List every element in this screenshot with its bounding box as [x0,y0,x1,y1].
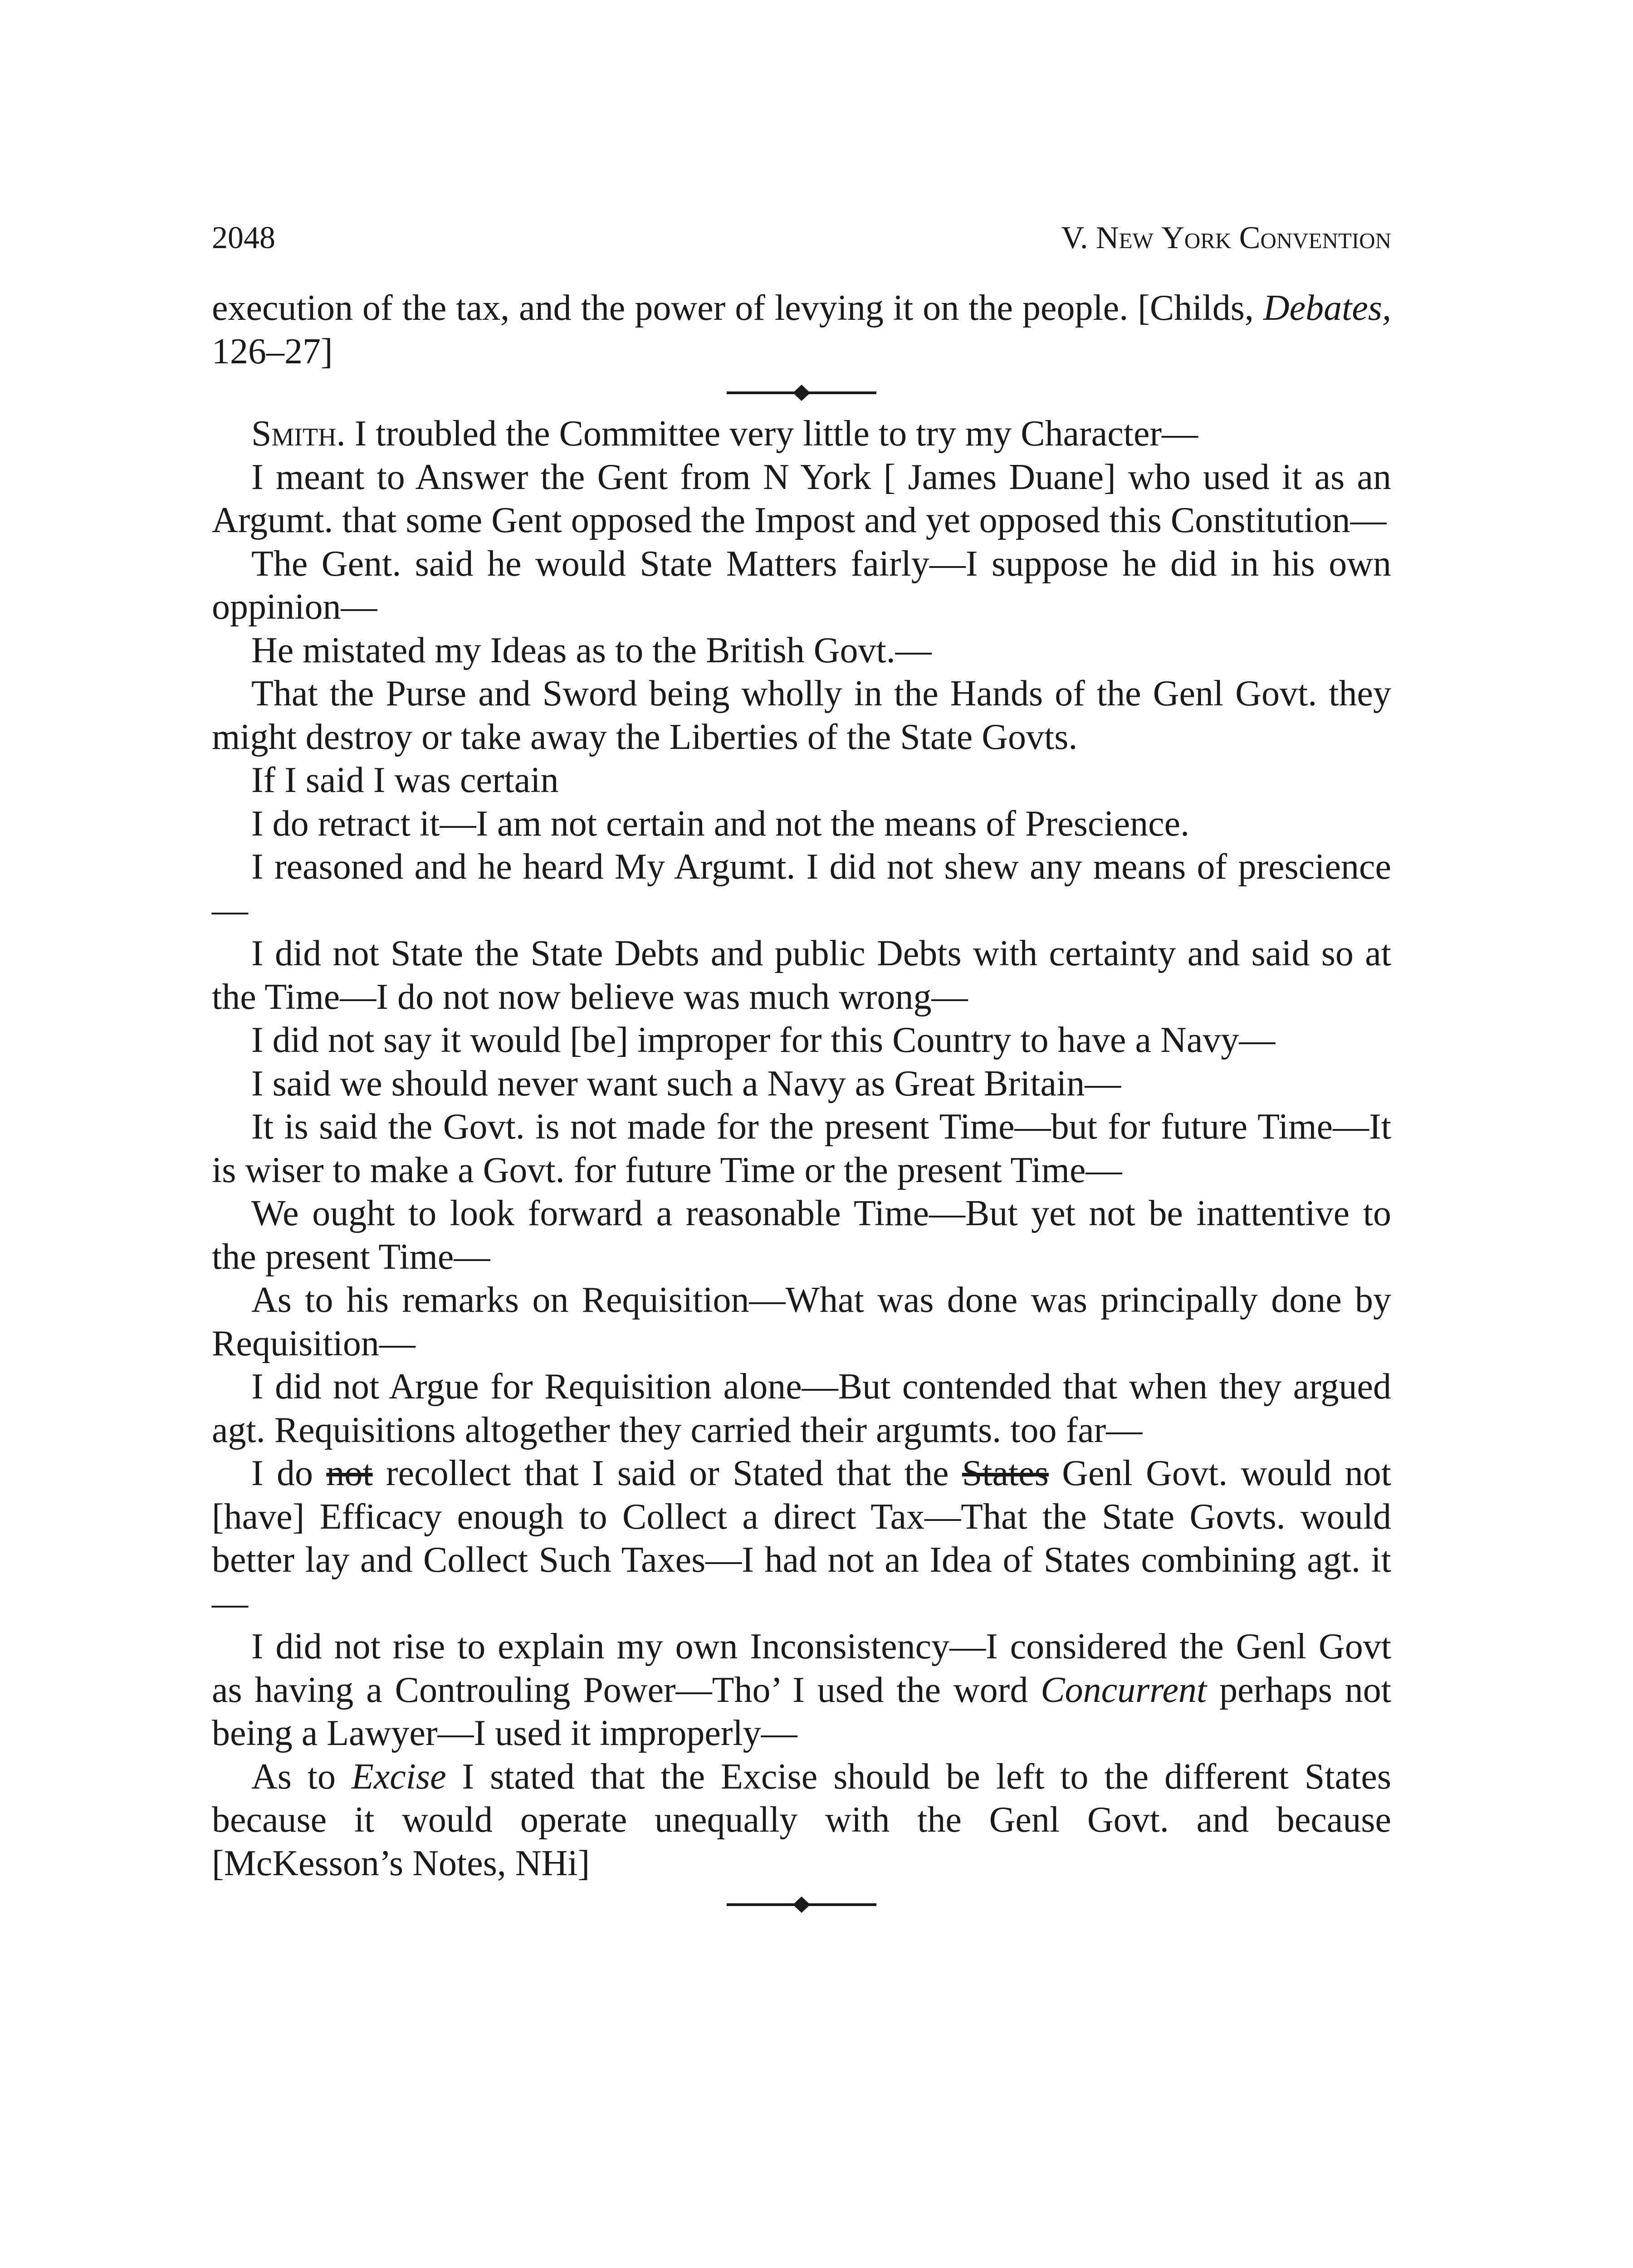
intro-source-title: Debates, [1263,288,1391,328]
italic-term: Excise [351,1756,446,1797]
running-head-part: ork [1184,220,1239,255]
struck-word: States [962,1453,1049,1493]
speech-paragraph: We ought to look forward a reasonable Time—But yet not be inattentive to the present Time— [212,1193,1391,1277]
italic-term: Concurrent [1041,1670,1207,1710]
speech-text: I do [251,1453,327,1493]
section-divider-ornament [212,373,1391,412]
speech-paragraph: I reasoned and he heard My Argumt. I did not shew any means of prescience— [212,847,1391,930]
speech-paragraph: That the Purse and Sword being wholly in the Hands of the Genl Govt. they might destroy or take away the Liberties of the State Govts. [212,674,1391,757]
intro-text: execution of the tax, and the power of levying it on the people. [Childs, [212,288,1263,328]
speech-text: As to [251,1756,352,1797]
speech-paragraph [212,1625,1391,1755]
speech-text: I stated that the Excise should be left to the different States because it would operate unequally with the Genl Govt. and because [McKesson’s Notes, NHi] [212,1756,1391,1883]
running-head-part: Y [1161,220,1184,255]
speech-paragraph [212,1452,1391,1625]
speech-paragraph: It is said the Govt. is not made for the present Time—but for future Time—It is wiser to make a Govt. for future Time or the present Time— [212,1107,1391,1190]
speech-paragraph: I meant to Answer the Gent from N York [ James Duane] who used it as an Argumt. that some Gent opposed the Impost and yet opposed this Constitution— [212,457,1391,540]
running-head-part: C [1239,220,1261,255]
speech-paragraph: I did not Argue for Requisition alone—But contended that when they argued agt. Requisitions altogether they carried their argumts. too far— [212,1367,1391,1450]
speaker-name: Smith [251,414,337,454]
speech-opening: . I troubled the Committee very little to try my Character— [336,414,1198,454]
running-head-part: ew [1119,220,1162,255]
running-header [212,218,1391,259]
speech-paragraph [212,1755,1391,1886]
speech-paragraph [212,412,1391,456]
speech-paragraph: The Gent. said he would State Matters fairly—I suppose he did in his own oppinion— [212,543,1391,627]
running-head [1061,218,1391,259]
speech-paragraph: He mistated my Ideas as to the British Govt.— [251,630,932,670]
diamond-rule-icon [727,1896,876,1914]
intro-paragraph [212,287,1391,373]
speech-text: I did not rise to explain my own Inconsistency—I considered the Genl Govt as having a Controuling Power—Tho’ I used the word [212,1627,1391,1710]
speech-text: Genl Govt. would not [have] Efficacy enough to Collect a direct Tax—That the State Govts. would better lay and Collect Such Taxes—I had not an Idea of States combining agt. it— [212,1453,1392,1623]
intro-citation: 126–27] [212,331,333,371]
body-text [212,287,1391,1924]
speech-paragraph: I did not say it would [be] improper for this Country to have a Navy— [251,1020,1276,1060]
speech-text: recollect that I said or Stated that the [372,1453,962,1493]
speech-paragraph: If I said I was certain [251,760,559,800]
struck-word: not [326,1453,373,1493]
speech-text: perhaps not being a Lawyer—I used it improperly— [212,1670,1392,1753]
diamond-rule-icon [727,384,876,402]
running-head-prefix: V. N [1061,220,1119,255]
speech-paragraph: I said we should never want such a Navy as Great Britain— [251,1063,1121,1104]
speech-paragraph: I did not State the State Debts and public Debts with certainty and said so at the Time—I do not now believe was much wrong— [212,934,1391,1017]
page-number: 2048 [212,220,275,255]
section-divider-ornament [212,1885,1391,1924]
speech-paragraph: As to his remarks on Requisition—What was done was principally done by Requisition— [212,1280,1391,1364]
speech-paragraph: I do retract it—I am not certain and not the means of Prescience. [251,803,1190,844]
document-page [212,218,1391,1924]
running-head-part: onvention [1260,220,1391,255]
